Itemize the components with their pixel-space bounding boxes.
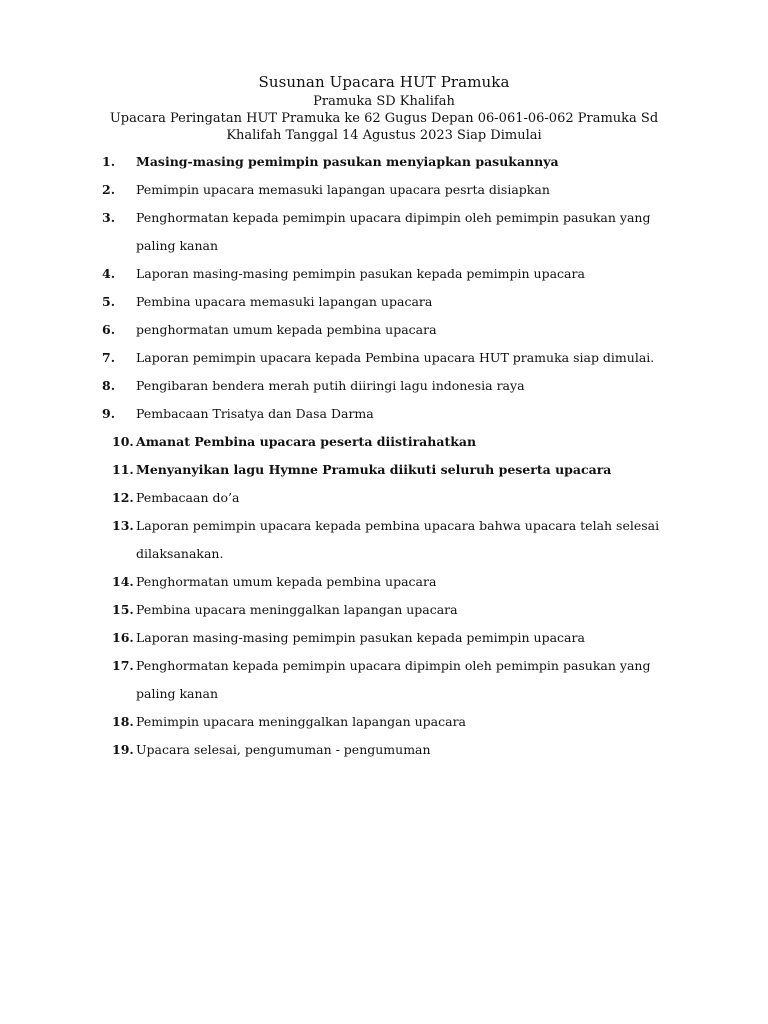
list-item-number: 15. xyxy=(112,602,134,617)
list-item-number: 14. xyxy=(112,574,134,589)
list-item-text: Pembina upacara meninggalkan lapangan upacara xyxy=(136,602,458,617)
document-header xyxy=(0,72,768,144)
list-item xyxy=(0,204,768,232)
list-item xyxy=(0,400,768,428)
list-item-number: 16. xyxy=(112,630,134,645)
list-item-number: 19. xyxy=(112,742,134,757)
list-item-text: paling kanan xyxy=(136,686,219,701)
list-item-text: dilaksanakan. xyxy=(136,546,224,561)
list-item-text: Penghormatan umum kepada pembina upacara xyxy=(136,574,437,589)
document-subtitle: Pramuka SD Khalifah xyxy=(313,94,455,109)
list-item-number: 17. xyxy=(112,658,134,673)
list-item-text: Pembacaan do’a xyxy=(136,490,240,505)
list-item xyxy=(0,316,768,344)
list-item xyxy=(0,372,768,400)
list-item-number: 8. xyxy=(102,378,116,393)
list-item-number: 18. xyxy=(112,714,134,729)
list-item xyxy=(0,624,768,652)
list-item-number: 6. xyxy=(102,322,116,337)
list-item-continuation xyxy=(0,540,768,568)
list-item xyxy=(0,288,768,316)
list-item-text: Laporan pemimpin upacara kepada pembina upacara bahwa upacara telah selesai xyxy=(136,518,660,533)
list-item-number: 13. xyxy=(112,518,134,533)
list-item-number: 11. xyxy=(112,462,134,477)
list-item xyxy=(0,456,768,484)
list-item xyxy=(0,344,768,372)
list-item-number: 1. xyxy=(102,154,116,169)
list-item xyxy=(0,568,768,596)
document-description-line-2: Khalifah Tanggal 14 Agustus 2023 Siap Dimulai xyxy=(226,128,542,143)
list-item-number: 10. xyxy=(112,434,134,449)
list-item-text: Laporan pemimpin upacara kepada Pembina upacara HUT pramuka siap dimulai. xyxy=(136,350,655,365)
list-item-number: 5. xyxy=(102,294,116,309)
ceremony-agenda-list xyxy=(0,148,768,764)
list-item xyxy=(0,736,768,764)
list-item xyxy=(0,596,768,624)
list-item xyxy=(0,148,768,176)
list-item xyxy=(0,176,768,204)
document-description-line-1: Upacara Peringatan HUT Pramuka ke 62 Gugus Depan 06-061-06-062 Pramuka Sd xyxy=(109,111,659,126)
list-item-text: Pemimpin upacara memasuki lapangan upacara pesrta disiapkan xyxy=(136,182,550,197)
list-item-text: Upacara selesai, pengumuman - pengumuman xyxy=(136,742,431,757)
list-item-text: Menyanyikan lagu Hymne Pramuka diikuti seluruh peserta upacara xyxy=(136,462,612,477)
list-item-text: Penghormatan kepada pemimpin upacara dipimpin oleh pemimpin pasukan yang xyxy=(136,210,651,225)
list-item-text: Laporan masing-masing pemimpin pasukan kepada pemimpin upacara xyxy=(136,266,585,281)
list-item xyxy=(0,652,768,680)
document-title: Susunan Upacara HUT Pramuka xyxy=(258,73,510,91)
list-item-text: paling kanan xyxy=(136,238,219,253)
list-item-continuation xyxy=(0,680,768,708)
list-item-text: Penghormatan kepada pemimpin upacara dipimpin oleh pemimpin pasukan yang xyxy=(136,658,651,673)
list-item xyxy=(0,708,768,736)
list-item-text: Laporan masing-masing pemimpin pasukan kepada pemimpin upacara xyxy=(136,630,585,645)
list-item xyxy=(0,512,768,540)
list-item-continuation xyxy=(0,232,768,260)
list-item-number: 12. xyxy=(112,490,134,505)
list-item xyxy=(0,428,768,456)
list-item-text: penghormatan umum kepada pembina upacara xyxy=(136,322,437,337)
list-item-text: Amanat Pembina upacara peserta diistirahatkan xyxy=(136,434,477,449)
list-item-text: Pembina upacara memasuki lapangan upacara xyxy=(136,294,433,309)
list-item-text: Pembacaan Trisatya dan Dasa Darma xyxy=(136,406,374,421)
list-item-number: 9. xyxy=(102,406,116,421)
list-item-number: 2. xyxy=(102,182,116,197)
list-item xyxy=(0,260,768,288)
list-item-text: Masing-masing pemimpin pasukan menyiapkan pasukannya xyxy=(136,154,559,169)
list-item-number: 3. xyxy=(102,210,116,225)
list-item xyxy=(0,484,768,512)
list-item-number: 7. xyxy=(102,350,116,365)
list-item-text: Pengibaran bendera merah putih diiringi lagu indonesia raya xyxy=(136,378,525,393)
list-item-number: 4. xyxy=(102,266,116,281)
list-item-text: Pemimpin upacara meninggalkan lapangan upacara xyxy=(136,714,467,729)
